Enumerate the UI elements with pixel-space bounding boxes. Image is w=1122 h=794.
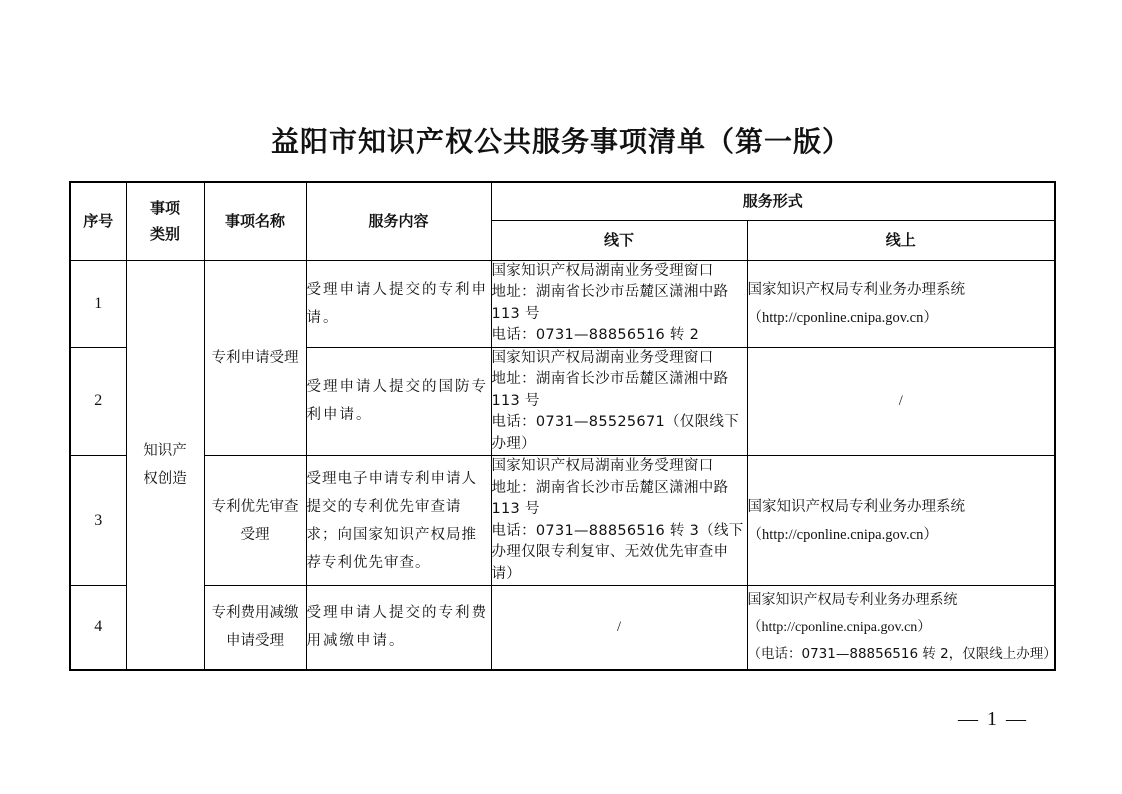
header-category-line1: 事项	[149, 199, 180, 218]
service-content: 受理申请人提交的专利费用减缴申请。	[306, 586, 491, 670]
service-list-table	[69, 181, 1056, 671]
offline-phone: 电话：0731—88856516 转 3（线下办理仅限专利复审、无效优先审查申请）	[491, 522, 744, 582]
row-index: 2	[70, 347, 126, 456]
header-category	[126, 182, 204, 260]
row-index: 3	[70, 456, 126, 586]
offline-window: 国家知识产权局湖南业务受理窗口	[491, 458, 714, 474]
header-name: 事项名称	[204, 182, 306, 260]
table-row	[70, 456, 1055, 586]
offline-cell	[491, 260, 747, 347]
offline-window: 国家知识产权局湖南业务受理窗口	[491, 349, 714, 366]
online-system: 国家知识产权局专利业务办理系统	[747, 498, 965, 515]
offline-address: 地址：湖南省长沙市岳麓区潇湘中路 113 号	[491, 479, 729, 517]
item-name: 专利申请受理	[204, 260, 306, 456]
service-content: 受理申请人提交的国防专利申请。	[306, 347, 491, 456]
header-service-form: 服务形式	[491, 182, 1055, 220]
online-system: 国家知识产权局专利业务办理系统	[747, 591, 958, 608]
row-index: 4	[70, 586, 126, 670]
online-cell	[747, 260, 1055, 347]
header-online: 线上	[747, 220, 1055, 260]
offline-cell	[491, 347, 747, 456]
item-name: 专利优先审查受理	[204, 456, 306, 586]
header-category-line2: 类别	[149, 225, 180, 244]
online-phone: （电话：0731—88856516 转 2，仅限线上办理）	[747, 645, 1057, 662]
service-content: 受理申请人提交的专利申请。	[306, 260, 491, 347]
category-cell	[126, 260, 204, 670]
offline-window: 国家知识产权局湖南业务受理窗口	[491, 262, 714, 279]
table-row	[70, 260, 1055, 347]
header-offline: 线下	[491, 220, 747, 260]
online-cell	[747, 456, 1055, 586]
online-system: 国家知识产权局专利业务办理系统	[747, 281, 965, 298]
online-url: （http://cponline.cnipa.gov.cn）	[747, 526, 938, 543]
offline-cell	[491, 456, 747, 586]
online-url: （http://cponline.cnipa.gov.cn）	[747, 619, 932, 635]
row-index: 1	[70, 260, 126, 347]
offline-address: 地址：湖南省长沙市岳麓区潇湘中路 113 号	[491, 284, 729, 322]
online-cell: /	[747, 347, 1055, 456]
offline-address: 地址：湖南省长沙市岳麓区潇湘中路 113 号	[491, 371, 729, 409]
header-index: 序号	[70, 182, 126, 260]
page-number: — 1 —	[958, 708, 1028, 730]
header-content: 服务内容	[306, 182, 491, 260]
online-url: （http://cponline.cnipa.gov.cn）	[747, 309, 938, 326]
offline-phone: 电话：0731—85525671（仅限线下办理）	[491, 414, 740, 452]
item-name: 专利费用减缴申请受理	[204, 586, 306, 670]
service-content: 受理电子申请专利申请人提交的专利优先审查请求；向国家知识产权局推荐专利优先审查。	[306, 456, 491, 586]
online-cell	[747, 586, 1055, 670]
offline-cell: /	[491, 586, 747, 670]
table-row	[70, 586, 1055, 670]
offline-phone: 电话：0731—88856516 转 2	[491, 327, 700, 343]
document-title: 益阳市知识产权公共服务事项清单（第一版）	[270, 125, 851, 158]
category-label: 知识产权创造	[143, 442, 187, 487]
